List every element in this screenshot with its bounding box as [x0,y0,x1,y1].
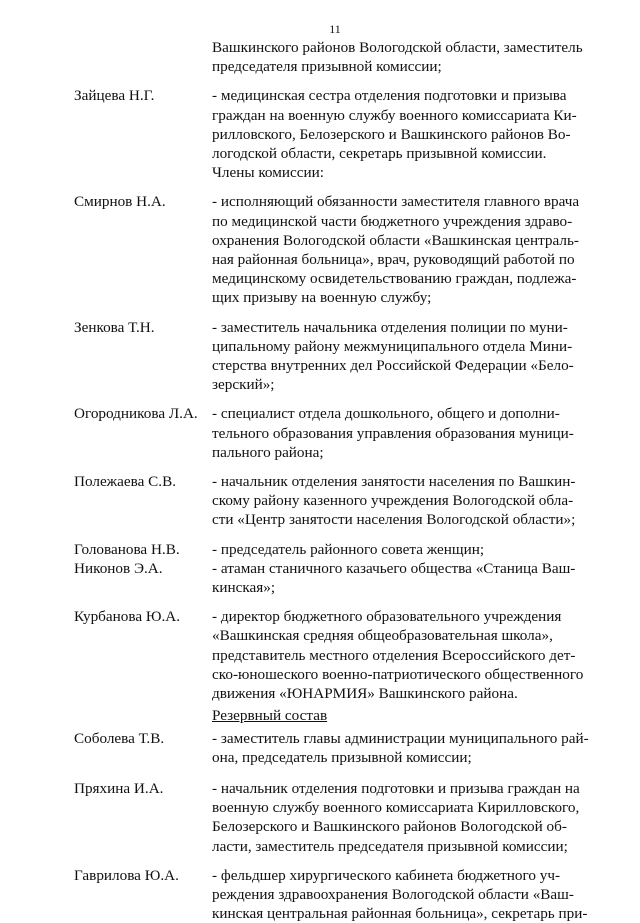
description-line: - начальник отделения подготовки и призыва граждан на [212,779,580,797]
member-description [212,192,594,307]
description-line: - председатель районного совета женщин; [212,540,485,558]
description-line: реждения здравоохранения Вологодской области «Ваш- [212,885,574,903]
member-entry [74,404,594,462]
member-name: Голованова Н.В. [74,540,180,558]
description-line: по медицинской части бюджетного учреждения здраво- [212,212,573,230]
member-description [212,540,594,559]
description-line: медицинскому освидетельствованию граждан, подлежа- [212,270,577,288]
member-name: Соболева Т.В. [74,729,165,747]
description-line: - медицинская сестра отделения подготовки и призыва [212,87,567,105]
description-line: логодской области, секретарь призывной комиссии. [212,145,547,163]
description-line: военную службу военного комиссариата Кирилловского, [212,799,580,817]
member-name: Огородникова Л.А. [74,405,198,423]
document-body [74,38,594,923]
reserve-heading [74,706,594,725]
member-entry [74,318,594,395]
member-entry [74,540,594,559]
description-line: кинская»; [212,579,276,597]
description-line: кинская центральная районная больница», секретарь при- [212,905,588,923]
member-name: Смирнов Н.А. [74,193,166,211]
description-line: зерский»; [212,376,275,394]
reserve-entry [74,866,594,923]
description-line: - заместитель главы администрации муниципального рай- [212,729,589,747]
continuation-line: Вашкинского районов Вологодской области, заместитель [212,39,583,56]
member-description [212,866,594,923]
member-description [212,404,594,462]
member-name: Зенкова Т.Н. [74,318,155,336]
description-line: скому району казенного учреждения Вологодской обла- [212,492,574,510]
reserve-heading-text: Резервный состав [212,707,328,725]
continuation-block [74,38,594,76]
description-line: - исполняющий обязанности заместителя главного врача [212,193,580,211]
description-line: граждан на военную службу военного комиссариата Ки- [212,106,577,124]
description-line: «Вашкинская средняя общеобразовательная школа», [212,627,553,645]
description-line: сти «Центр занятости населения Вологодской области»; [212,511,576,529]
member-name: Никонов Э.А. [74,559,163,577]
description-line: ная районная больница», врач, руководящий работой по [212,251,575,269]
description-line: она, председатель призывной комиссии; [212,748,472,766]
description-line: пального района; [212,443,324,461]
members-heading: Члены комиссии: [212,164,324,182]
member-entry [74,192,594,307]
member-name: Гаврилова Ю.А. [74,866,179,884]
member-description [212,86,594,163]
description-line: ласти, заместитель председателя призывной комиссии; [212,837,568,855]
description-line: стерства внутренних дел Российской Федерации «Бело- [212,357,574,375]
description-line: ско-юношеского военно-патриотического общественного [212,665,584,683]
member-description [212,559,594,597]
description-line: щих призыву на военную службу; [212,289,432,307]
description-line: Белозерского и Вашкинского районов Вологодской об- [212,818,567,836]
description-line: тельного образования управления образования муници- [212,424,574,442]
member-entry-secretary [74,86,594,163]
continuation-text [212,38,594,76]
description-line: охранения Вологодской области «Вашкинская централь- [212,231,579,249]
member-name: Полежаева С.В. [74,473,177,491]
description-line: движения «ЮНАРМИЯ» Вашкинского района. [212,685,518,703]
member-description [212,779,594,856]
reserve-entry [74,729,594,767]
member-name: Зайцева Н.Г. [74,87,155,105]
description-line: - заместитель начальника отделения полиции по муни- [212,318,568,336]
member-name: Курбанова Ю.А. [74,608,181,626]
reserve-entry [74,779,594,856]
member-description [212,318,594,395]
member-entry [74,559,594,597]
continuation-line: председателя призывной комиссии; [212,58,442,76]
member-entry [74,607,594,703]
description-line: рилловского, Белозерского и Вашкинского районов Во- [212,125,571,143]
description-line: ципальному району межмуниципального отдела Мини- [212,337,573,355]
description-line: - фельдшер хирургического кабинета бюджетного уч- [212,866,561,884]
member-entry [74,472,594,530]
member-name: Пряхина И.А. [74,779,164,797]
description-line: - специалист отдела дошкольного, общего и дополни- [212,405,560,423]
member-description [212,607,594,703]
member-description [212,472,594,530]
description-line: - начальник отделения занятости населения по Вашкин- [212,473,576,491]
description-line: - директор бюджетного образовательного учреждения [212,608,562,626]
description-line: - атаман станичного казачьего общества «Станица Ваш- [212,559,576,577]
page-number: 11 [329,22,341,36]
member-description [212,729,594,767]
description-line: представитель местного отделения Всероссийского дет- [212,646,576,664]
